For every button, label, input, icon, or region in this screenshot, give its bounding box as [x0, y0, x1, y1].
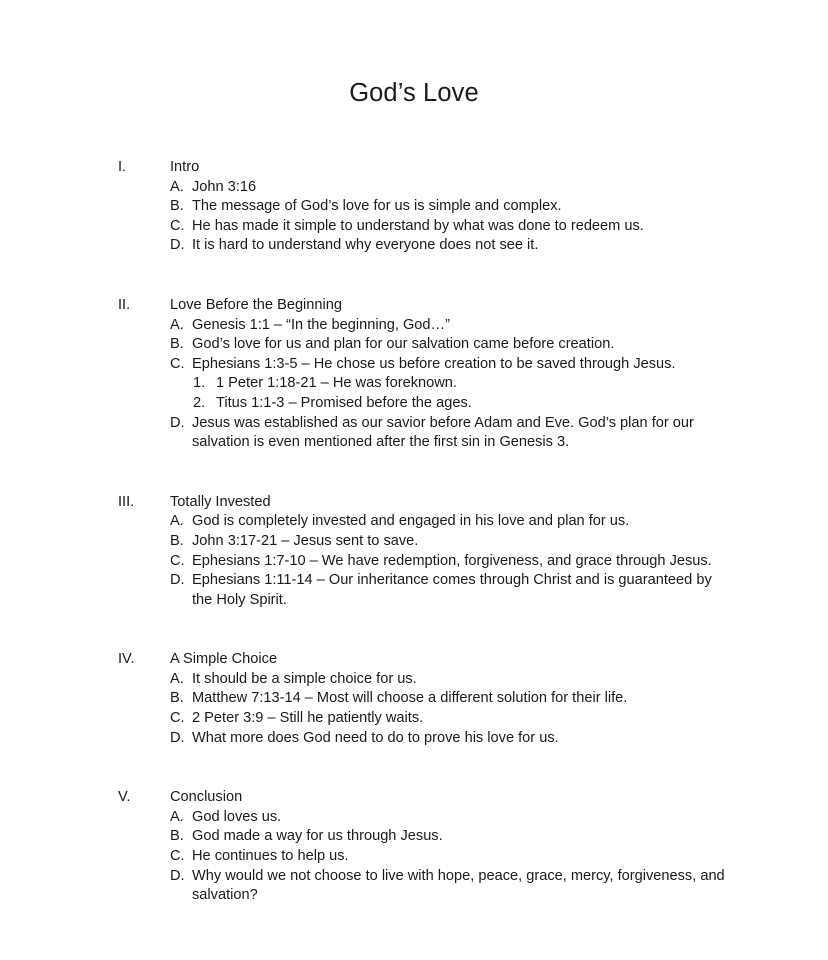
outline-item-marker: C.: [170, 552, 185, 569]
outline-item-marker: B.: [170, 690, 184, 707]
outline-section: [0, 788, 828, 906]
outline-item-text: John 3:16: [192, 178, 257, 195]
outline-item: [0, 512, 828, 532]
outline-item-text: God loves us.: [192, 808, 282, 825]
outline-item: [0, 178, 828, 198]
outline-item-text: Ephesians 1:7-10 – We have redemption, forgiveness, and grace through Jesus.: [192, 552, 712, 569]
section-heading-row: [0, 296, 828, 316]
section-heading-text: Love Before the Beginning: [170, 296, 343, 313]
outline-item-text: Matthew 7:13-14 – Most will choose a different solution for their life.: [192, 690, 628, 707]
outline-item-marker: A.: [170, 670, 184, 687]
section-heading-text: Totally Invested: [170, 493, 271, 510]
outline-item-text: Why would we not choose to live with hope, peace, grace, mercy, forgiveness, and salvation?: [192, 867, 725, 904]
outline-item-marker: D.: [170, 867, 185, 884]
outline-item: [0, 670, 828, 690]
outline-section: [0, 650, 828, 748]
section-heading-text: Conclusion: [170, 789, 243, 806]
section-heading-row: [0, 650, 828, 670]
outline-item-text: God made a way for us through Jesus.: [192, 828, 443, 845]
outline-item: [0, 689, 828, 709]
outline-item: [0, 827, 828, 847]
outline-list: [0, 158, 828, 906]
outline-item-text: God is completely invested and engaged in his love and plan for us.: [192, 513, 630, 530]
outline-item-marker: D.: [170, 572, 185, 589]
outline-subitem: [0, 374, 828, 394]
outline-item-text: Jesus was established as our savior before Adam and Eve. God’s plan for our salvation is even mentioned after the first sin in Genesis 3.: [192, 414, 694, 451]
section-heading-text: Intro: [170, 159, 200, 175]
outline-item-marker: B.: [170, 828, 184, 845]
outline-item: [0, 867, 828, 906]
outline-item-marker: B.: [170, 198, 184, 215]
outline-item: [0, 217, 828, 237]
section-heading-text: A Simple Choice: [170, 651, 278, 668]
outline-subitem-marker: 1.: [193, 375, 206, 392]
outline-item: [0, 236, 828, 256]
outline-item: [0, 552, 828, 572]
outline-item-text: It is hard to understand why everyone does not see it.: [192, 237, 539, 254]
outline-section: [0, 296, 828, 453]
outline-item-marker: A.: [170, 178, 184, 195]
outline-item-text: It should be a simple choice for us.: [192, 670, 417, 687]
outline-item-marker: D.: [170, 237, 185, 254]
outline-item-marker: C.: [170, 710, 185, 727]
outline-item-marker: B.: [170, 532, 184, 549]
outline-item-text: What more does God need to do to prove his love for us.: [192, 729, 559, 746]
outline-section: [0, 493, 828, 611]
outline-item-marker: C.: [170, 848, 185, 865]
outline-item-marker: D.: [170, 414, 185, 431]
section-marker: III.: [118, 493, 135, 510]
section-marker: IV.: [118, 651, 135, 668]
outline-item: [0, 847, 828, 867]
outline-item-marker: A.: [170, 808, 184, 825]
section-heading-row: [0, 788, 828, 808]
outline-item-text: God’s love for us and plan for our salvation came before creation.: [192, 336, 615, 353]
outline-item: [0, 316, 828, 336]
outline-item-marker: C.: [170, 217, 185, 234]
outline-item-text: He has made it simple to understand by what was done to redeem us.: [192, 217, 644, 234]
outline-item: [0, 355, 828, 375]
outline-item-marker: B.: [170, 336, 184, 353]
outline-item: [0, 532, 828, 552]
section-marker: II.: [118, 296, 131, 313]
section-heading-row: [0, 493, 828, 513]
outline-subitem-marker: 2.: [193, 394, 206, 411]
outline-item: [0, 729, 828, 749]
outline-subitem-text: Titus 1:1-3 – Promised before the ages.: [216, 394, 472, 411]
outline-item: [0, 414, 828, 453]
outline-item-marker: A.: [170, 316, 184, 333]
outline-item: [0, 197, 828, 217]
outline-item-text: 2 Peter 3:9 – Still he patiently waits.: [192, 710, 424, 727]
outline-item: [0, 709, 828, 729]
outline-subitem-text: 1 Peter 1:18-21 – He was foreknown.: [216, 375, 457, 392]
page-title: God’s Love: [349, 79, 479, 108]
outline-item-marker: A.: [170, 513, 184, 530]
section-heading-row: [0, 158, 828, 178]
outline-subitem: [0, 394, 828, 414]
outline-item: [0, 808, 828, 828]
outline-item: [0, 571, 828, 610]
outline-item-text: Genesis 1:1 – “In the beginning, God…”: [192, 316, 450, 333]
section-marker: V.: [118, 789, 131, 806]
outline-item-text: John 3:17-21 – Jesus sent to save.: [192, 532, 419, 549]
outline-item-marker: C.: [170, 355, 185, 372]
outline-item-marker: D.: [170, 729, 185, 746]
outline-item-text: Ephesians 1:11-14 – Our inheritance comes through Christ and is guaranteed by the Holy Spirit.: [192, 572, 712, 608]
outline-item-text: He continues to help us.: [192, 848, 349, 865]
section-marker: I.: [118, 159, 127, 175]
outline-item-text: The message of God’s love for us is simple and complex.: [192, 198, 562, 215]
outline-item-text: Ephesians 1:3-5 – He chose us before creation to be saved through Jesus.: [192, 355, 676, 372]
outline-section: [0, 158, 828, 256]
outline-item: [0, 335, 828, 355]
